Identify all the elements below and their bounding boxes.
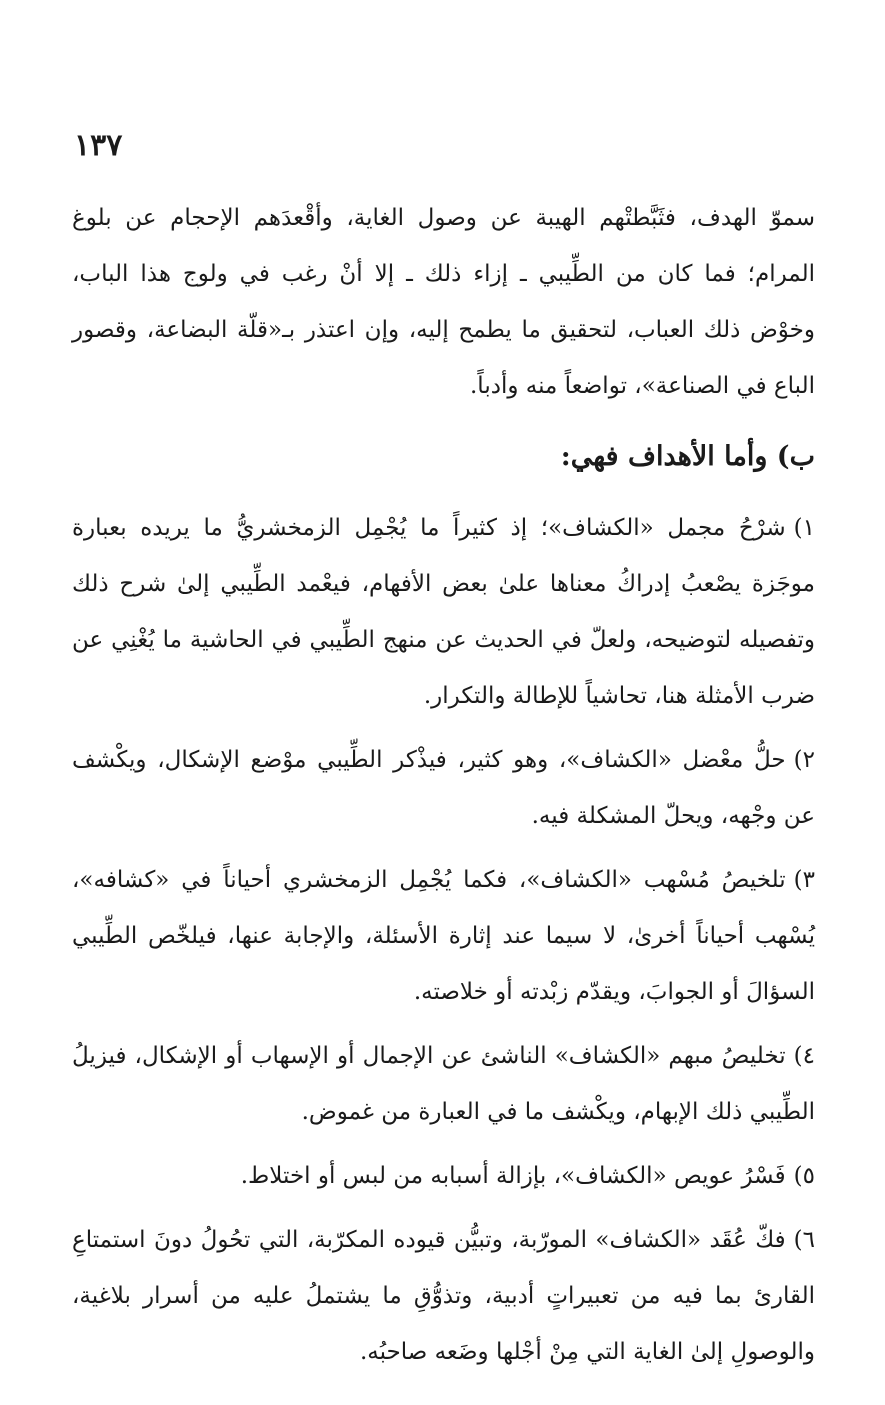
list-item <box>72 1148 815 1204</box>
item-number: ٣) <box>793 867 815 893</box>
page-body <box>72 190 815 1388</box>
item-text: حلُّ معْضل «الكشاف»، وهو كثير، فيذْكر الطِّيبي موْضع الإشكال، ويكْشف عن وجْهه، ويحلّ المشكلة فيه. <box>72 747 815 829</box>
item-number: ٥) <box>793 1163 815 1189</box>
item-number: ١) <box>793 515 815 541</box>
item-text: فَسْرُ عويص «الكشاف»، بإزالة أسبابه من لبس أو اختلاط. <box>240 1163 786 1189</box>
list-item <box>72 1212 815 1380</box>
item-text: شرْحُ مجمل «الكشاف»؛ إذ كثيراً ما يُجْمِل الزمخشريُّ ما يريده بعبارة موجَزة يصْعبُ إدراكُ معناها علىٰ بعض الأفهام، فيعْمد الطِّيبي إلىٰ شرح ذلك وتفصيله لتوضيحه، ولعلّ في الحديث عن منهج الطِّيبي في الحاشية ما يُغْنِي عن ضرب الأمثلة هنا، تحاشياً للإطالة والتكرار. <box>72 515 815 709</box>
item-number: ٢) <box>793 747 815 773</box>
item-text: تلخيصُ مُسْهب «الكشاف»، فكما يُجْمِل الزمخشري أحياناً في «كشافه»، يُسْهب أحياناً أخرىٰ، لا سيما عند إثارة الأسئلة، والإجابة عنها، فيلخّص الطِّيبي السؤالَ أو الجوابَ، ويقدّم زبْدته أو خلاصته. <box>72 867 815 1005</box>
list-item <box>72 1028 815 1140</box>
list-item <box>72 852 815 1020</box>
intro-paragraph: سموّ الهدف، فثَبَّطتْهم الهيبة عن وصول الغاية، وأقْعدَهم الإحجام عن بلوغ المرام؛ فما كان من الطِّيبي ـ إزاء ذلك ـ إلا أنْ رغب في ولوج هذا الباب، وخوْض ذلك العباب، لتحقيق ما يطمح إليه، وإن اعتذر بـ«قلّة البضاعة، وقصور الباع في الصناعة»، تواضعاً منه وأدباً. <box>72 205 815 399</box>
section-heading: ب) وأما الأهداف فهي: <box>560 441 815 472</box>
item-number: ٦) <box>793 1227 815 1253</box>
list-item <box>72 732 815 844</box>
page-number: ١٣٧ <box>74 128 123 163</box>
item-text: فكّ عُقَد «الكشاف» المورّبة، وتبيُّن قيوده المكرّبة، التي تحُولُ دونَ استمتاعِ القارئ بما فيه من تعبيراتٍ أدبية، وتذوُّقِ ما يشتملُ عليه من أسرار بلاغية، والوصولِ إلىٰ الغاية التي مِنْ أجْلها وضَعه صاحبُه. <box>72 1227 815 1365</box>
item-number: ٤) <box>793 1043 815 1069</box>
list-item <box>72 500 815 724</box>
item-text: تخليصُ مبهم «الكشاف» الناشئ عن الإجمال أو الإسهاب أو الإشكال، فيزيلُ الطِّيبي ذلك الإبهام، ويكْشف ما في العبارة من غموض. <box>72 1043 815 1125</box>
